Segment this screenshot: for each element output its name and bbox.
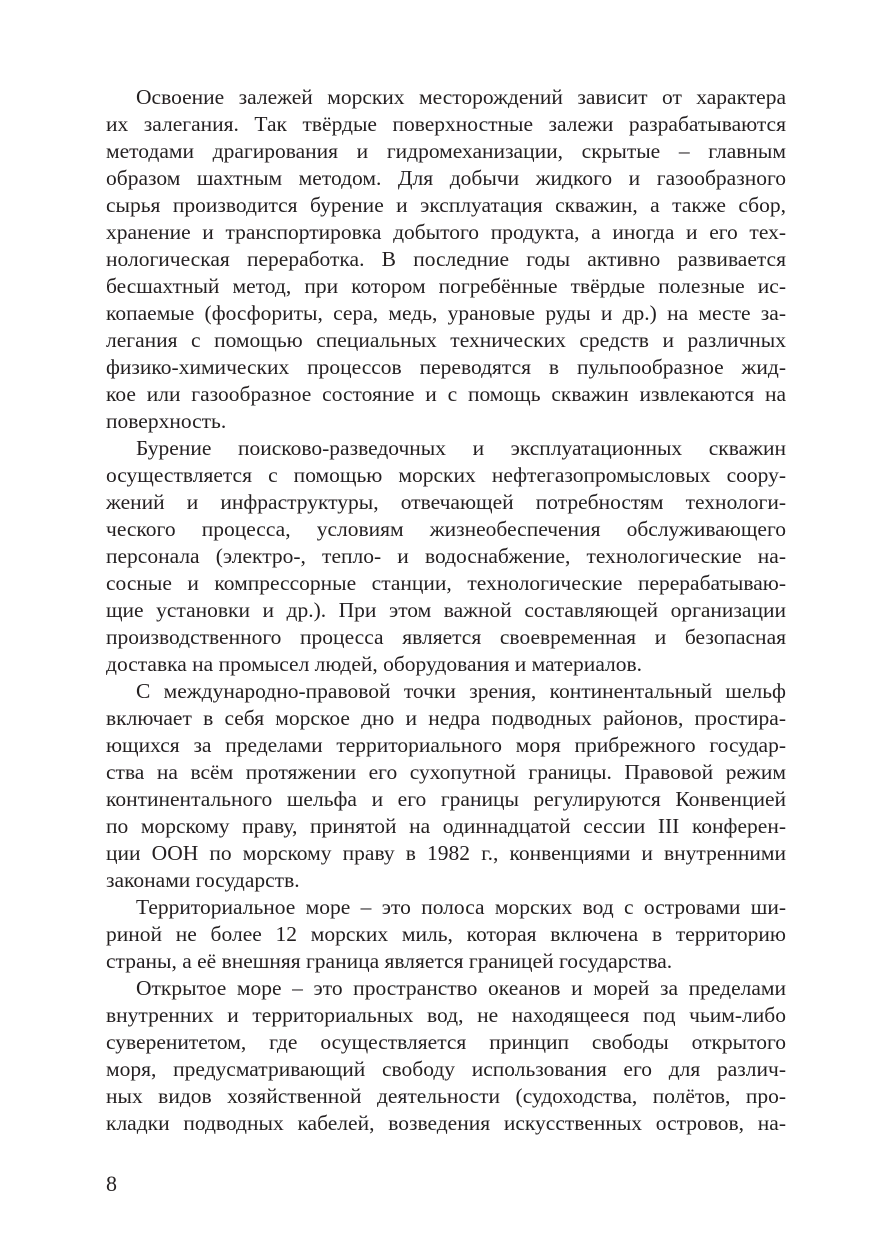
page-number: 8 xyxy=(106,1171,117,1196)
paragraph-2 xyxy=(106,435,786,678)
text-line: производственного процесса является своевременная и безопасная xyxy=(106,625,786,649)
text-line: страны, а её внешняя граница является границей государства. xyxy=(106,949,673,973)
text-line: образом шахтным методом. Для добычи жидкого и газообразного xyxy=(106,166,786,190)
text-line: сосные и компрессорные станции, технологические перерабатываю- xyxy=(106,571,786,595)
text-line: персонала (электро-, тепло- и водоснабжение, технологические на- xyxy=(106,544,786,568)
text-line: по морскому праву, принятой на одиннадцатой сессии III конферен- xyxy=(106,814,786,838)
text-line: осуществляется с помощью морских нефтегазопромысловых соору- xyxy=(106,463,786,487)
text-line: бесшахтный метод, при котором погребённые твёрдые полезные ис- xyxy=(106,274,786,298)
text-line: ных видов хозяйственной деятельности (судоходства, полётов, про- xyxy=(106,1084,786,1108)
text-line: кладки подводных кабелей, возведения искусственных островов, на- xyxy=(106,1111,786,1135)
paragraph-3 xyxy=(106,678,786,894)
text-line: внутренних и территориальных вод, не находящееся под чьим-либо xyxy=(106,1003,786,1027)
text-line: хранение и транспортировка добытого продукта, а иногда и его тех- xyxy=(106,220,786,244)
text-line: физико-химических процессов переводятся в пульпообразное жид- xyxy=(106,355,786,379)
text-line: сырья производится бурение и эксплуатация скважин, а также сбор, xyxy=(106,193,786,217)
text-line: Освоение залежей морских месторождений зависит от характера xyxy=(136,85,786,109)
paragraph-1 xyxy=(106,84,786,435)
text-line: доставка на промысел людей, оборудования и материалов. xyxy=(106,652,643,676)
text-line: моря, предусматривающий свободу использования его для различ- xyxy=(106,1057,786,1081)
text-line: жений и инфраструктуры, отвечающей потребностям технологи- xyxy=(106,490,786,514)
text-line: включает в себя морское дно и недра подводных районов, простира- xyxy=(106,706,786,730)
text-line: поверхность. xyxy=(106,409,227,433)
text-line: законами государств. xyxy=(106,868,300,892)
text-line: ющихся за пределами территориального моря прибрежного государ- xyxy=(106,733,786,757)
text-line: Открытое море – это пространство океанов и морей за пределами xyxy=(136,976,786,1000)
text-line: щие установки и др.). При этом важной составляющей организации xyxy=(106,598,786,622)
text-line: ческого процесса, условиям жизнеобеспечения обслуживающего xyxy=(106,517,786,541)
paragraph-5 xyxy=(106,975,786,1137)
body-text xyxy=(106,84,786,1137)
text-line: суверенитетом, где осуществляется принцип свободы открытого xyxy=(106,1030,786,1054)
text-line: их залегания. Так твёрдые поверхностные залежи разрабатываются xyxy=(106,112,786,136)
text-line: риной не более 12 морских миль, которая включена в территорию xyxy=(106,922,786,946)
text-line: нологическая переработка. В последние годы активно развивается xyxy=(106,247,786,271)
text-line: методами драгирования и гидромеханизации, скрытые – главным xyxy=(106,139,786,163)
text-line: кое или газообразное состояние и с помощь скважин извлекаются на xyxy=(106,382,786,406)
text-line: Бурение поисково-разведочных и эксплуатационных скважин xyxy=(136,436,786,460)
text-line: континентального шельфа и его границы регулируются Конвенцией xyxy=(106,787,786,811)
text-line: Территориальное море – это полоса морских вод с островами ши- xyxy=(136,895,786,919)
text-line: копаемые (фосфориты, сера, медь, урановые руды и др.) на месте за- xyxy=(106,301,786,325)
text-line: ства на всём протяжении его сухопутной границы. Правовой режим xyxy=(106,760,786,784)
text-line: легания с помощью специальных технических средств и различных xyxy=(106,328,786,352)
text-line: С международно-правовой точки зрения, континентальный шельф xyxy=(136,679,786,703)
text-line: ции ООН по морскому праву в 1982 г., конвенциями и внутренними xyxy=(106,841,786,865)
paragraph-4 xyxy=(106,894,786,975)
